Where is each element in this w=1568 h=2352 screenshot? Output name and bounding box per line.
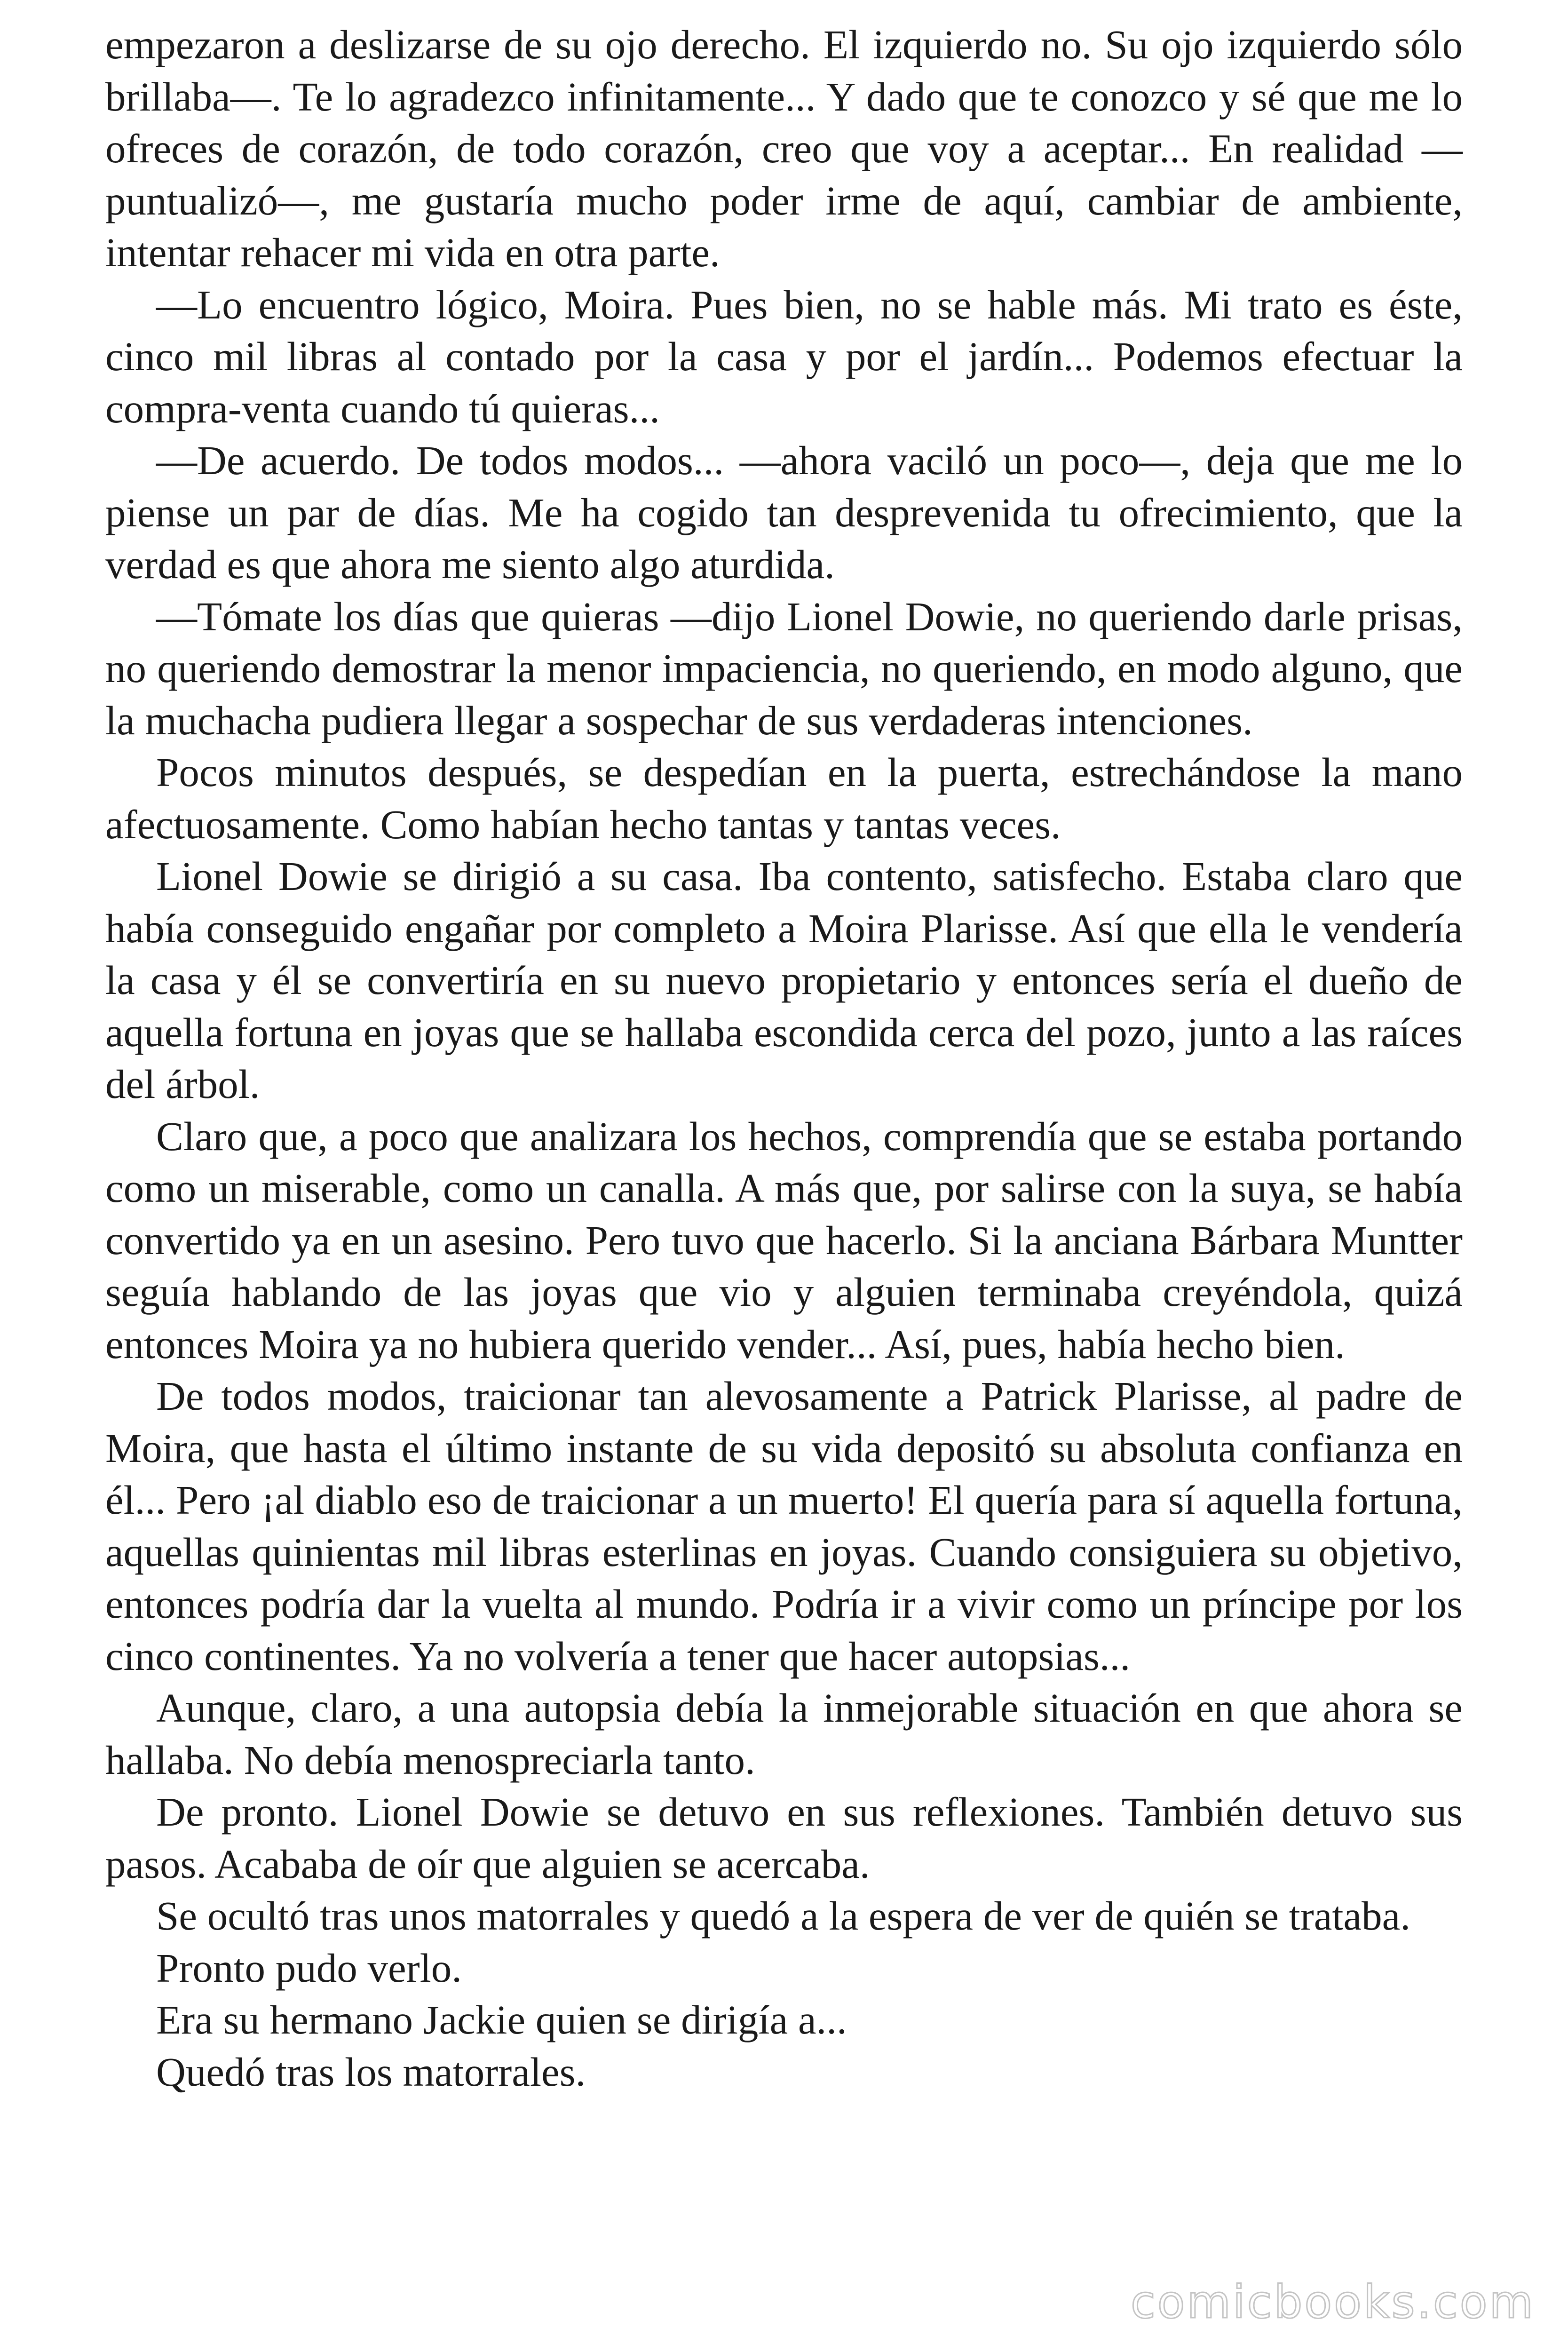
page-body — [105, 19, 1463, 2098]
paragraph-7: Claro que, a poco que analizara los hechos, comprendía que se estaba portando como un miserable, como un canalla. A más que, por salirse con la suya, se había convertido ya en un asesino. Pero tuvo que hacerlo. Si la anciana Bárbara Muntter seguía hablando de las joyas que vio y alguien terminaba creyéndola, quizá entonces Moira ya no hubiera querido vender... Así, pues, había hecho bien. — [105, 1113, 1463, 1367]
paragraph-9: Aunque, claro, a una autopsia debía la inmejorable situación en que ahora se hallaba. No debía menospreciarla tanto. — [105, 1685, 1463, 1783]
paragraph-13: Era su hermano Jackie quien se dirigía a... — [156, 1997, 847, 2042]
paragraph-11: Se ocultó tras unos matorrales y quedó a la espera de ver de quién se trataba. — [156, 1893, 1411, 1939]
paragraph-8: De todos modos, traicionar tan alevosamente a Patrick Plarisse, al padre de Moira, que hasta el último instante de su vida depositó su absoluta confianza en él... Pero ¡al diablo eso de traicionar a un muerto! El quería para sí aquella fortuna, aquellas quinientas mil libras esterlinas en joyas. Cuando consiguiera su objetivo, entonces podría dar la vuelta al mundo. Podría ir a vivir como un príncipe por los cinco continentes. Ya no volvería a tener que hacer autopsias... — [105, 1373, 1463, 1679]
paragraph-10: De pronto. Lionel Dowie se detuvo en sus reflexiones. También detuvo sus pasos. Acababa de oír que alguien se acercaba. — [105, 1789, 1463, 1887]
paragraph-5: Pocos minutos después, se despedían en la puerta, estrechándose la mano afectuosamente. Como habían hecho tantas y tantas veces. — [105, 749, 1463, 847]
paragraph-1: empezaron a deslizarse de su ojo derecho. El izquierdo no. Su ojo izquierdo sólo brillaba—. Te lo agradezco infinitamente... Y dado que te conozco y sé que me lo ofreces de corazón, de todo corazón, creo que voy a aceptar... En realidad —puntualizó—, me gustaría mucho poder irme de aquí, cambiar de ambiente, intentar rehacer mi vida en otra parte. — [105, 22, 1463, 275]
site-watermark: comicbooks.com — [1130, 2276, 1535, 2328]
paragraph-14: Quedó tras los matorrales. — [156, 2049, 586, 2095]
paragraph-12: Pronto pudo verlo. — [156, 1945, 462, 1991]
paragraph-3: —De acuerdo. De todos modos... —ahora vaciló un poco—, deja que me lo piense un par de días. Me ha cogido tan desprevenida tu ofrecimiento, que la verdad es que ahora me siento algo aturdida. — [105, 437, 1463, 587]
paragraph-6: Lionel Dowie se dirigió a su casa. Iba contento, satisfecho. Estaba claro que había conseguido engañar por completo a Moira Plarisse. Así que ella le vendería la casa y él se convertiría en su nuevo propietario y entonces sería el dueño de aquella fortuna en joyas que se hallaba escondida cerca del pozo, junto a las raíces del árbol. — [105, 853, 1463, 1107]
paragraph-4: —Tómate los días que quieras —dijo Lionel Dowie, no queriendo darle prisas, no queriendo demostrar la menor impaciencia, no queriendo, en modo alguno, que la muchacha pudiera llegar a sospechar de sus verdaderas intenciones. — [105, 593, 1463, 743]
paragraph-2: —Lo encuentro lógico, Moira. Pues bien, no se hable más. Mi trato es éste, cinco mil libras al contado por la casa y por el jardín... Podemos efectuar la compra-venta cuando tú quieras... — [105, 281, 1463, 431]
